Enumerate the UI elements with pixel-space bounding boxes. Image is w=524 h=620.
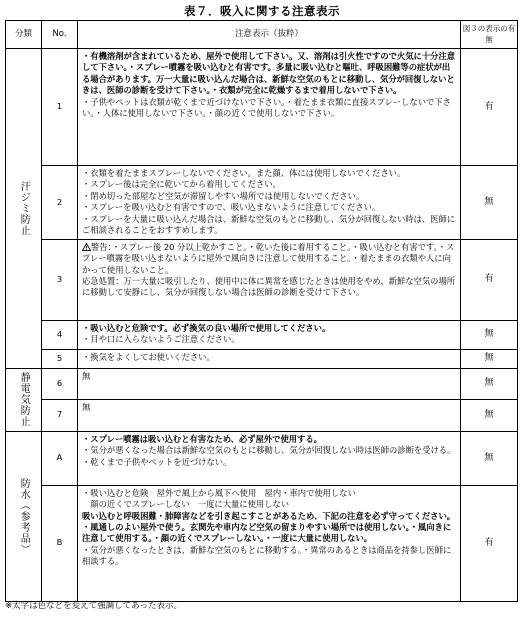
indication-line <box>82 97 456 120</box>
table-title: 表７．吸入に関する注意表示 <box>184 4 340 18</box>
header-no: No. <box>42 21 78 49</box>
indication-line <box>82 488 456 499</box>
mark-cell: 無 <box>461 399 518 431</box>
indication-line <box>82 179 456 190</box>
indication-text: ・子供やペットは衣類が乾くまで近づけないで下さい。・着たまま衣類に直接スプレーしないで下さい。・人体に使用しないで下さい。・顔の近くで使用しないで下さい。 <box>82 96 451 119</box>
indication-line <box>82 352 456 363</box>
indication-text: ・有機溶剤が含まれているため、屋外で使用して下さい。又、溶剤は引火性ですので火気に十分注意して下さい。・スプレー噴霧を吸い込むと有害です。多量に吸い込むと嘔吐、呼吸困難等の症状が出る場合があります。万一大量に吸い込んだ場合は、新鮮な空気のもとに移動し、気分が回復しないときは、医師の診断を受けて下さい。・衣類が完全に乾燥するまで着用しないで下さい。 <box>82 51 456 96</box>
table-row <box>6 368 518 399</box>
table-row <box>6 166 518 240</box>
indication-cell <box>78 320 461 349</box>
indication-line <box>82 168 456 179</box>
indication-text: 警告：・スプレー後 20 分以上乾かすこと。・乾いた後に着用すること。・吸い込むと有害です。・スプレー噴霧を吸い込まないように屋外で風向きに注意して使用すること。・着たままの衣類や人に向かって使用しないこと。 <box>82 241 455 275</box>
table-row <box>6 320 518 349</box>
indication-line <box>82 202 456 213</box>
indication-line <box>82 545 456 568</box>
indication-text: ・吸い込むと危険です。必ず換気の良い場所で使用してください。 <box>82 322 331 333</box>
indication-line <box>82 445 456 456</box>
indication-text: ・気分が悪くなった場合は新鮮な空気のもとに移動し、気分が回復しない時は医師の診断を受ける。 <box>82 445 456 456</box>
indication-line <box>82 242 456 276</box>
row-number: 7 <box>42 399 78 431</box>
mark-cell: 無 <box>461 320 518 349</box>
indication-text: ・換気をよくしてお使いください。 <box>82 351 215 362</box>
indication-text: 吸い込むと呼吸困難・肺障害などを引き起こすことがあるため、下記の注意を必ず守ってください。 <box>82 510 456 521</box>
indication-line <box>82 276 456 299</box>
table-row <box>6 349 518 368</box>
category-cell <box>6 368 42 431</box>
row-number: 6 <box>42 368 78 399</box>
indication-text: ・スプレー後は完全に乾いてから着用してください。 <box>82 179 281 190</box>
indication-text: ・風通しのよい屋外で使う。玄関先や車内など空気の留まりやすい場所では使用しない。・風向きに注意して使用する。・顔の近くでスプレーしない。・一度に大量に使用しない。 <box>82 521 452 544</box>
warning-icon <box>82 243 91 251</box>
indication-cell <box>78 431 461 485</box>
indication-line <box>82 499 456 510</box>
mark-cell: 有 <box>461 49 518 166</box>
indication-line <box>82 371 456 382</box>
table-row <box>6 239 518 320</box>
row-number: 4 <box>42 320 78 349</box>
row-number: 1 <box>42 49 78 166</box>
header-mark: 図３の表示の有無 <box>461 21 518 49</box>
mark-cell: 無 <box>461 368 518 399</box>
indication-line <box>82 457 456 468</box>
indication-text: 無 <box>82 370 91 381</box>
row-number: A <box>42 431 78 485</box>
mark-cell: 無 <box>461 349 518 368</box>
category-cell <box>6 49 42 369</box>
indication-line <box>82 51 456 97</box>
table-row <box>6 49 518 166</box>
caution-table <box>5 20 518 602</box>
footnote: ※太字は色などを変えて強調してあった表示。 <box>5 601 183 611</box>
indication-text: ・衣類を着たままスプレーしないでください。また顔、体には使用しないでください。 <box>82 168 406 178</box>
indication-text: ・乾くまで子供やペットを近づけない。 <box>82 456 232 467</box>
category-label: 防水（参考品） <box>18 477 30 555</box>
indication-text: ・目や口に入らないようご注意ください。 <box>82 334 240 345</box>
mark-cell: 有 <box>461 239 518 320</box>
table-row <box>6 399 518 431</box>
table-row <box>6 485 518 601</box>
indication-line <box>82 522 456 545</box>
indication-text: ・スプレー噴霧は吸い込むと有害なため、必ず屋外で使用する。 <box>82 433 322 444</box>
indication-cell <box>78 49 461 166</box>
row-number: 5 <box>42 349 78 368</box>
indication-cell <box>78 166 461 240</box>
indication-line <box>82 214 456 237</box>
indication-cell <box>78 368 461 399</box>
indication-text: ・吸い込むと危険 屋外で風上から風下へ使用 屋内・車内で使用しない <box>82 487 356 498</box>
header-category: 分類 <box>6 21 42 49</box>
header-row <box>6 21 518 49</box>
header-indication: 注意表示（抜粋） <box>78 21 461 49</box>
indication-line <box>82 402 456 413</box>
indication-line <box>82 434 456 445</box>
indication-line <box>82 334 456 345</box>
indication-line <box>82 191 456 202</box>
indication-text: ・閉め切った部屋など空気が滞留しやすい場所では使用しないでください。 <box>82 190 365 201</box>
indication-cell <box>78 239 461 320</box>
category-cell <box>6 431 42 601</box>
indication-line <box>82 511 456 522</box>
mark-cell: 無 <box>461 431 518 485</box>
indication-text: 顔の近くでスプレーしない 一度に大量に使用しない <box>82 499 290 510</box>
indication-text: ・スプレーを大量に吸い込んだ場合は、新鮮な空気のもとに移動し、気分が回復しない時は、医師にご相談されることをおすすめします。 <box>82 213 456 236</box>
indication-line <box>82 323 456 334</box>
table-row <box>6 431 518 485</box>
indication-text: 無 <box>82 401 91 412</box>
row-number: 2 <box>42 166 78 240</box>
indication-cell <box>78 399 461 431</box>
row-number: 3 <box>42 239 78 320</box>
row-number: B <box>42 485 78 601</box>
category-label: 汗ジミ防止 <box>18 180 30 236</box>
indication-text: 応急処置：万一大量に吸引したり、使用中に体に異常を感じたときは使用をやめ、新鮮な空気の場所に移動して安静にし、気分が回復しない場合は医師の診断を受けて下さい。 <box>82 275 456 298</box>
indication-text: ・気分が悪くなったときは、新鮮な空気のもとに移動する。・異常のあるときは商品を持参し医師に相談する。 <box>82 544 452 567</box>
indication-cell <box>78 485 461 601</box>
indication-cell <box>78 349 461 368</box>
indication-text: ・スプレーを吸い込むと有害ですので、吸い込まないように注意してください。 <box>82 202 381 213</box>
mark-cell: 有 <box>461 485 518 601</box>
mark-cell: 無 <box>461 166 518 240</box>
category-label: 静電気防止 <box>18 372 30 428</box>
